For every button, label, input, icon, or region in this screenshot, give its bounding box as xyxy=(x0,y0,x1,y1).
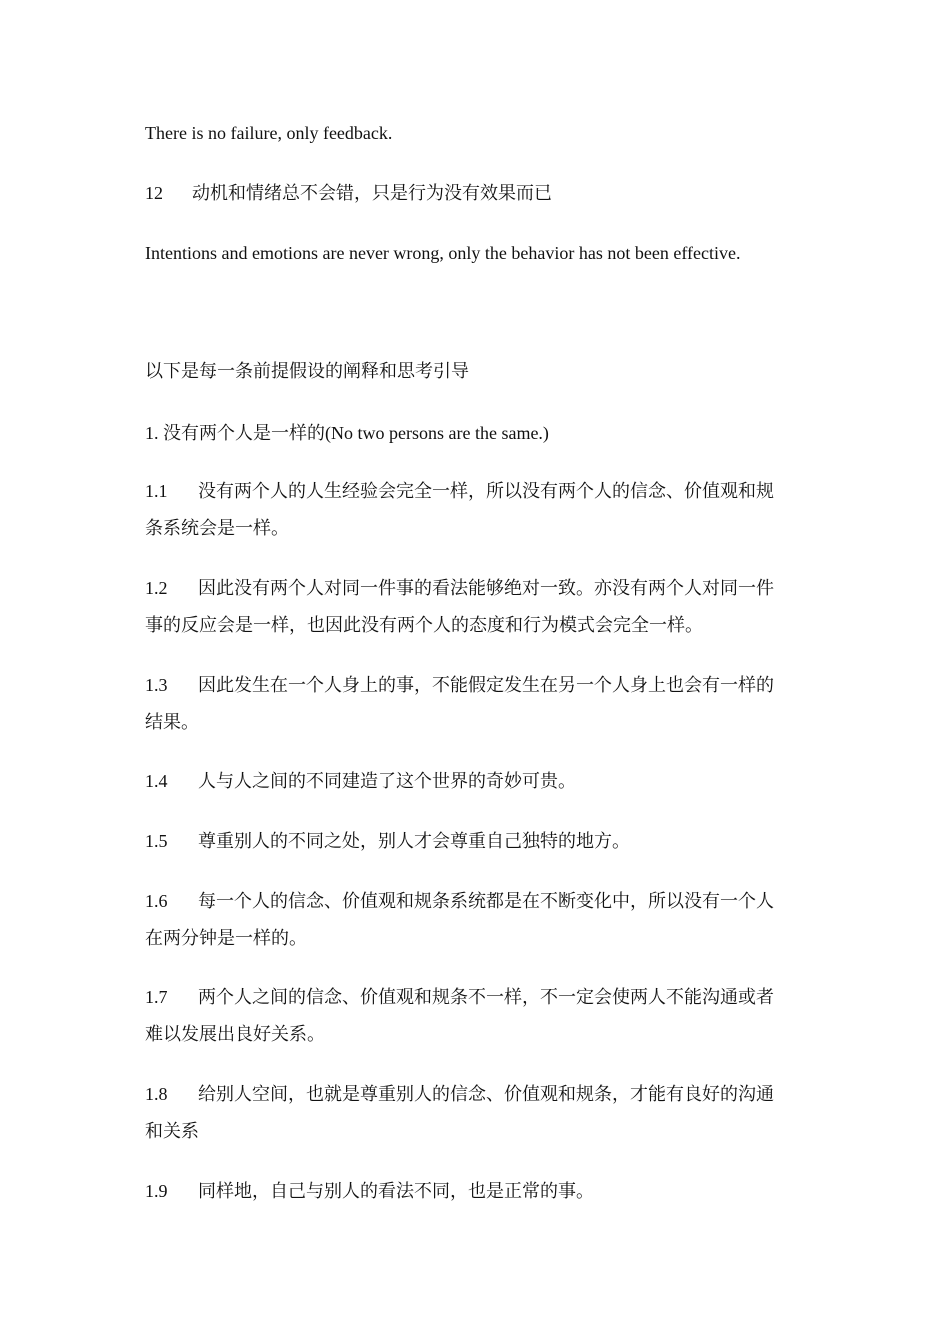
subitem-number: 1.4 xyxy=(145,771,168,791)
subitem-text-line2: 结果。 xyxy=(145,712,199,732)
subitem-text-line2: 和关系 xyxy=(145,1121,199,1141)
subitem-number: 1.8 xyxy=(145,1084,168,1104)
item-12 xyxy=(145,181,552,205)
subitem-text-line1: 人与人之间的不同建造了这个世界的奇妙可贵。 xyxy=(198,771,576,791)
subitem-number: 1.1 xyxy=(145,481,168,501)
subitem-text-line1: 因此发生在一个人身上的事，不能假定发生在另一个人身上也会有一样的 xyxy=(198,675,774,695)
subitem-text-line1: 给别人空间，也就是尊重别人的信念、价值观和规条，才能有良好的沟通 xyxy=(198,1084,774,1104)
subitem-text-line2: 难以发展出良好关系。 xyxy=(145,1024,325,1044)
intro-english-2: Intentions and emotions are never wrong, only the behavior has not been effective. xyxy=(145,243,741,263)
subitem-number: 1.2 xyxy=(145,578,168,598)
subitem-1-3 xyxy=(145,667,813,741)
subitem-1-2 xyxy=(145,570,813,644)
subitem-1-8 xyxy=(145,1076,813,1150)
point-1-title: 1. 没有两个人是一样的(No two persons are the same.) xyxy=(145,423,549,443)
subitem-text-line1: 两个人之间的信念、价值观和规条不一样，不一定会使两人不能沟通或者 xyxy=(198,987,774,1007)
subitem-1-9 xyxy=(145,1173,813,1210)
subitem-text-line1: 每一个人的信念、价值观和规条系统都是在不断变化中，所以没有一个人 xyxy=(198,891,774,911)
subitem-text-line2: 条系统会是一样。 xyxy=(145,518,289,538)
subitem-text-line1: 尊重别人的不同之处，别人才会尊重自己独特的地方。 xyxy=(198,831,630,851)
subitem-text-line2: 在两分钟是一样的。 xyxy=(145,928,307,948)
subitem-1-4 xyxy=(145,763,813,800)
subitem-text-line1: 同样地，自己与别人的看法不同，也是正常的事。 xyxy=(198,1181,594,1201)
subitem-text-line1: 没有两个人的人生经验会完全一样，所以没有两个人的信念、价值观和规 xyxy=(198,481,774,501)
subitem-number: 1.6 xyxy=(145,891,168,911)
subitem-1-7 xyxy=(145,979,813,1053)
section-heading: 以下是每一条前提假设的阐释和思考引导 xyxy=(145,361,469,381)
subitem-1-1 xyxy=(145,473,813,547)
intro-english-1: There is no failure, only feedback. xyxy=(145,123,393,143)
subitem-number: 1.3 xyxy=(145,675,168,695)
subitem-number: 1.5 xyxy=(145,831,168,851)
subitem-text-line1: 因此没有两个人对同一件事的看法能够绝对一致。亦没有两个人对同一件 xyxy=(198,578,774,598)
subitem-text-line2: 事的反应会是一样，也因此没有两个人的态度和行为模式会完全一样。 xyxy=(145,615,703,635)
subitem-number: 1.7 xyxy=(145,987,168,1007)
subitem-number: 1.9 xyxy=(145,1181,168,1201)
subitem-1-5 xyxy=(145,823,813,860)
item-12-text: 动机和情绪总不会错，只是行为没有效果而已 xyxy=(192,183,552,203)
subitem-1-6 xyxy=(145,883,813,957)
item-12-number: 12 xyxy=(145,183,163,203)
